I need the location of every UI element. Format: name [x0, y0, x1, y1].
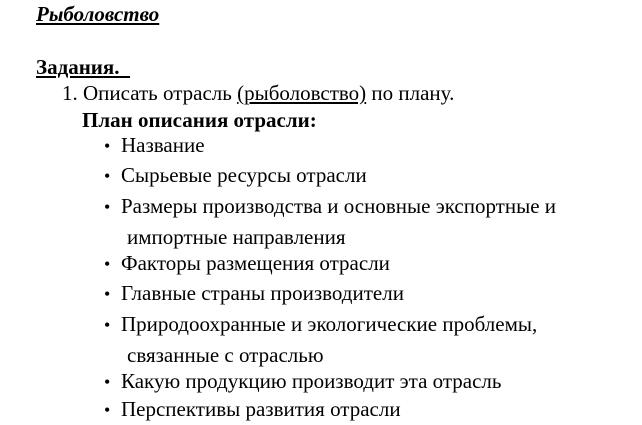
plan-item-continuation: связанные с отраслью — [127, 343, 324, 367]
plan-item — [104, 191, 556, 252]
plan-item-text: Главные страны производители — [121, 281, 404, 305]
plan-item — [104, 309, 537, 370]
plan-item-text: Факторы размещения отрасли — [121, 251, 390, 275]
tasks-heading — [36, 55, 130, 79]
task-1-underlined-word: (рыболовство) — [237, 81, 367, 105]
bullet-icon: • — [104, 197, 111, 217]
plan-item-text: Перспективы развития отрасли — [121, 397, 401, 421]
bullet-icon: • — [104, 372, 111, 392]
plan-item-text: Размеры производства и основные экспортные и — [121, 194, 557, 218]
task-1-text-after: по плану. — [366, 81, 455, 105]
plan-item-text: Сырьевые ресурсы отрасли — [121, 163, 367, 187]
task-1-number: 1. — [62, 81, 78, 105]
plan-item-text: Какую продукцию производит эта отрасль — [121, 369, 502, 393]
tasks-heading-text: Задания. — [36, 55, 120, 79]
plan-item-continuation: импортные направления — [127, 225, 346, 249]
plan-item-text: Природоохранные и экологические проблемы, — [121, 312, 538, 336]
plan-item — [104, 394, 401, 425]
plan-heading: План описания отрасли: — [82, 108, 317, 132]
bullet-icon: • — [104, 284, 111, 304]
task-1-text-before: Описать отрасль — [83, 81, 238, 105]
plan-item — [104, 130, 205, 161]
task-1 — [62, 81, 454, 105]
bullet-icon: • — [104, 166, 111, 186]
bullet-icon: • — [104, 315, 111, 335]
plan-item — [104, 248, 390, 279]
document-title: Рыболовство — [36, 2, 160, 26]
bullet-icon: • — [104, 254, 111, 274]
plan-item — [104, 160, 367, 191]
plan-item-text: Название — [121, 133, 205, 157]
plan-item — [104, 278, 404, 309]
bullet-icon: • — [104, 136, 111, 156]
bullet-icon: • — [104, 400, 111, 420]
plan-item — [104, 366, 502, 397]
